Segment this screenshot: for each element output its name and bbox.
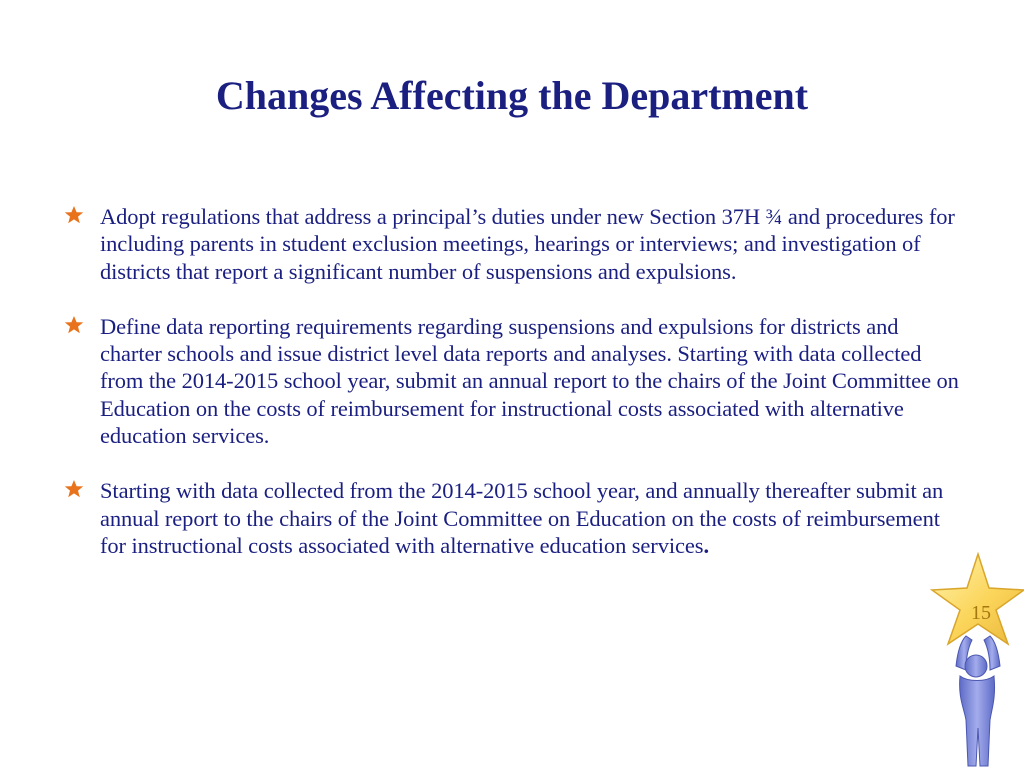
bullet-text: Define data reporting requirements regarding suspensions and expulsions for districts and charter schools and issue district level data reports and analyses. Starting with data collected from the 2014-2015 school year, submit an annual report to the chairs of the Joint Committee on Education on the costs of reimbursement for instructional costs associated with alternative education services. xyxy=(100,313,959,449)
bullet-item xyxy=(64,313,964,449)
star-bullet-icon xyxy=(64,205,84,225)
bullet-text: Starting with data collected from the 2014-2015 school year, and annually thereafter submit an annual report to the chairs of the Joint Committee on Education on the costs of reimbursement for instructional costs associated with alternative education services. xyxy=(100,478,944,558)
bullet-text: Adopt regulations that address a principal’s duties under new Section 37H ¾ and procedures for including parents in student exclusion meetings, hearings or interviews; and investigation of districts that report a significant number of suspensions and expulsions. xyxy=(100,204,955,284)
slide-title: Changes Affecting the Department xyxy=(215,73,809,118)
bullet-item xyxy=(64,203,964,285)
star-bullet-icon xyxy=(64,479,84,499)
bullet-list xyxy=(64,203,964,587)
star-bullet-icon xyxy=(64,315,84,335)
person-holding-star-icon xyxy=(928,548,1024,768)
page-number: 15 xyxy=(971,602,991,624)
bullet-item xyxy=(64,477,964,559)
